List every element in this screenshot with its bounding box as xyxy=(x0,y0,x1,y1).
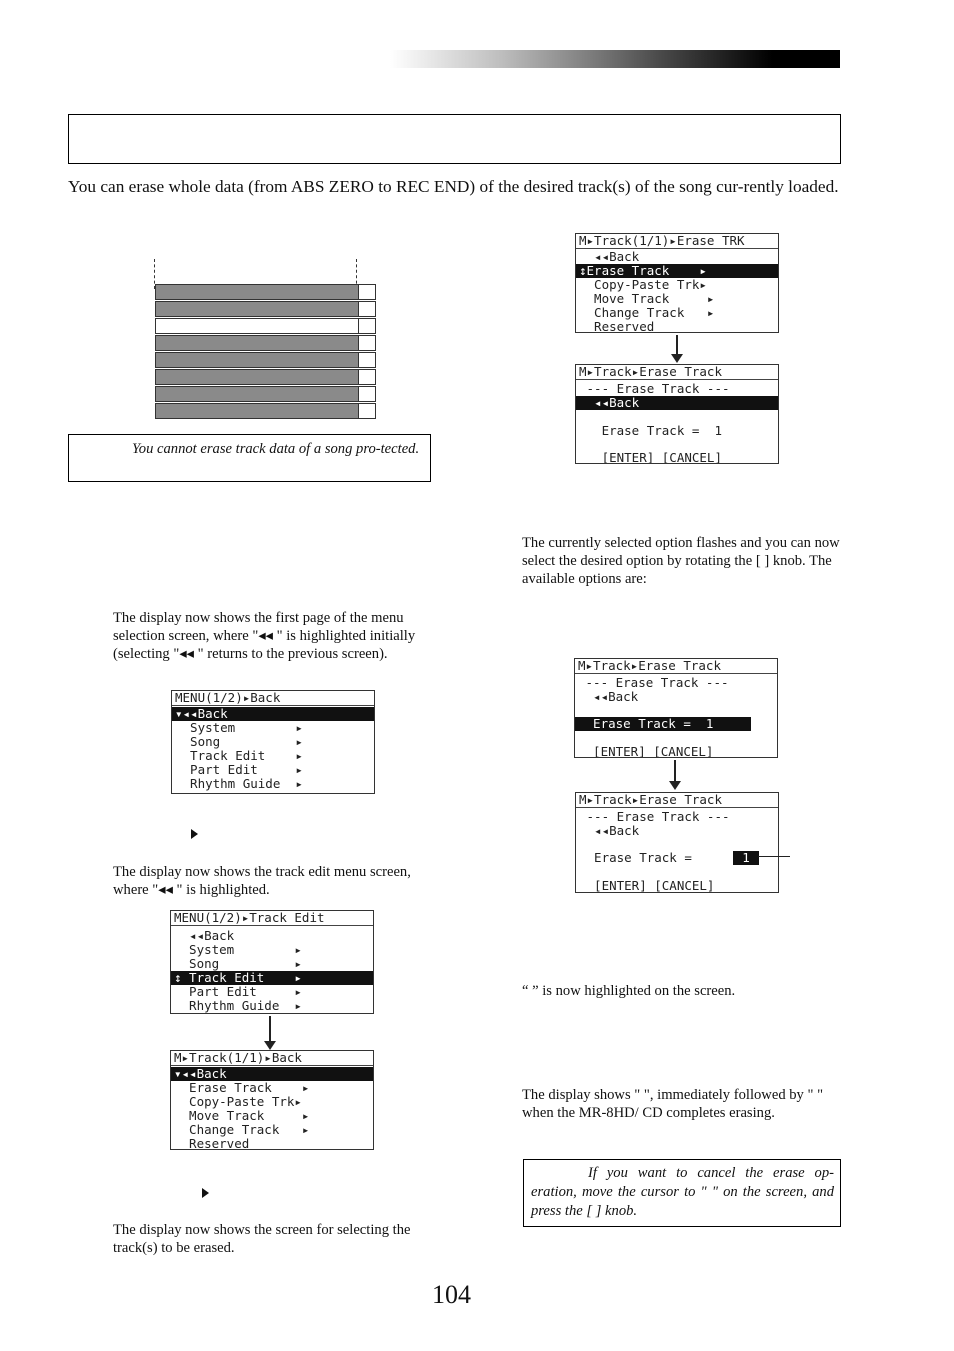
lcd-row-erase-track: ↕Erase Track ▸ xyxy=(576,264,778,278)
track-bar xyxy=(155,284,376,300)
track-bar xyxy=(155,369,376,385)
note-cancel-box xyxy=(523,1159,841,1227)
track-bar xyxy=(155,403,376,419)
lcd-row-back: ◂◂Back xyxy=(579,823,640,838)
track-bar-erased xyxy=(155,318,376,334)
step-trackedit-text: The display now shows the track edit menu screen, where "◂◂ " is highlighted. xyxy=(113,864,411,898)
intro-paragraph: You can erase whole data (from ABS ZERO to REC END) of the desired track(s) of the song cur-rently loaded. xyxy=(68,177,839,196)
lcd-row-move-track: Move Track ▸ xyxy=(579,291,715,306)
track-bar xyxy=(155,335,376,351)
down-arrow-icon xyxy=(676,335,678,355)
down-arrow-icon xyxy=(674,760,676,782)
lcd-menu-page1 xyxy=(171,690,375,794)
lcd-row-track-edit: ↕ Track Edit ▸ xyxy=(171,971,373,985)
right-option-text: The currently selected option flashes and you can now select the desired option by rotating the [ ] knob. The available options are: xyxy=(522,535,840,587)
lcd-row-reserved: Reserved xyxy=(174,1136,250,1150)
lcd-row-back: ▾◂◂Back xyxy=(171,1067,373,1081)
lcd-title: MENU(1/2)▸Back xyxy=(172,691,374,706)
lcd-row-song: Song ▸ xyxy=(175,734,303,749)
lcd-row-enter-cancel: [ENTER] [CANCEL] xyxy=(579,450,722,464)
lcd-title: M▸Track(1/1)▸Back xyxy=(171,1051,373,1066)
lcd-menu-track-edit xyxy=(170,910,374,1014)
lcd-row-erase-value: Erase Track = 1 xyxy=(575,717,751,731)
lcd-row-reserved: Reserved xyxy=(579,319,655,333)
lcd-erase-track-selected xyxy=(574,658,778,758)
track-bar xyxy=(155,301,376,317)
lcd-erase-track-back xyxy=(575,364,779,464)
track-bar xyxy=(155,386,376,402)
lcd-title: M▸Track▸Erase Track xyxy=(576,793,778,808)
lcd-row-move-track: Move Track ▸ xyxy=(174,1108,310,1123)
lcd-track-number: 1 xyxy=(733,851,759,865)
lcd-erase-track-value xyxy=(575,792,779,893)
lcd-title: M▸Track▸Erase Track xyxy=(575,659,777,674)
lcd-row-part-edit: Part Edit ▸ xyxy=(175,762,303,777)
lcd-row-enter-cancel: [ENTER] [CANCEL] xyxy=(579,878,715,893)
lcd-header: --- Erase Track --- xyxy=(579,809,730,824)
play-arrow-icon xyxy=(191,829,198,839)
lcd-title: MENU(1/2)▸Track Edit xyxy=(171,911,373,926)
lcd-row-enter-cancel: [ENTER] [CANCEL] xyxy=(578,744,714,758)
lcd-row-back: ◂◂Back xyxy=(578,689,639,704)
lcd-row-change-track: Change Track ▸ xyxy=(174,1122,310,1137)
lcd-row-back: ▾◂◂Back xyxy=(172,707,374,721)
lcd-row-erase-track: Erase Track ▸ xyxy=(174,1080,310,1095)
section-title-box xyxy=(68,114,841,164)
lcd-row-track-edit: Track Edit ▸ xyxy=(175,748,303,763)
lcd-row-system: System ▸ xyxy=(175,720,303,735)
lcd-title: M▸Track▸Erase Track xyxy=(576,365,778,380)
lcd-row-back: ◂◂Back xyxy=(174,928,235,943)
lcd-row-change-track: Change Track ▸ xyxy=(579,305,715,320)
lcd-row-system: System ▸ xyxy=(174,942,302,957)
note-protect-box xyxy=(68,434,431,482)
lcd-row-rhythm-guide: Rhythm Guide ▸ xyxy=(174,998,302,1013)
lcd-row-copy-paste: Copy-Paste Trk▸ xyxy=(174,1094,302,1109)
lcd-row-song: Song ▸ xyxy=(174,956,302,971)
lcd-row-part-edit: Part Edit ▸ xyxy=(174,984,302,999)
lcd-row-back: ◂◂Back xyxy=(579,249,640,264)
lcd-row-erase-label: Erase Track = xyxy=(579,850,700,865)
right-display-text: The display shows " ", immediately followed by " " when the MR-8HD/ CD completes erasing. xyxy=(522,1087,824,1121)
callout-line xyxy=(758,856,790,857)
step-select-text: The display now shows the screen for selecting the track(s) to be erased. xyxy=(113,1222,411,1256)
lcd-header: --- Erase Track --- xyxy=(578,675,729,690)
note-cancel-text: If you want to cancel the erase op-eration, move the cursor to " " on the screen, and press the [ ] knob. xyxy=(531,1165,834,1219)
right-highlight-text: “ ” is now highlighted on the screen. xyxy=(522,983,736,999)
down-arrow-icon xyxy=(269,1016,271,1042)
lcd-title: M▸Track(1/1)▸Erase TRK xyxy=(576,234,778,249)
lcd-row-erase-value: Erase Track = 1 xyxy=(579,423,722,438)
lcd-row-rhythm-guide: Rhythm Guide ▸ xyxy=(175,776,303,791)
lcd-track-menu-back xyxy=(170,1050,374,1150)
page-number: 104 xyxy=(432,1280,471,1309)
track-bar xyxy=(155,352,376,368)
lcd-header: --- Erase Track --- xyxy=(579,381,730,396)
step-menu-text: The display now shows the first page of the menu selection screen, where "◂◂ " is highlighted initially (selecting "◂◂ " returns to the previous screen). xyxy=(113,610,416,662)
note-protect-text: You cannot erase track data of a song pro-tected. xyxy=(132,441,420,457)
play-arrow-icon xyxy=(202,1188,209,1198)
lcd-track-menu-erase xyxy=(575,233,779,333)
lcd-row-back: ◂◂Back xyxy=(576,396,778,410)
header-gradient-bar xyxy=(390,50,840,68)
lcd-row-copy-paste: Copy-Paste Trk▸ xyxy=(579,277,707,292)
